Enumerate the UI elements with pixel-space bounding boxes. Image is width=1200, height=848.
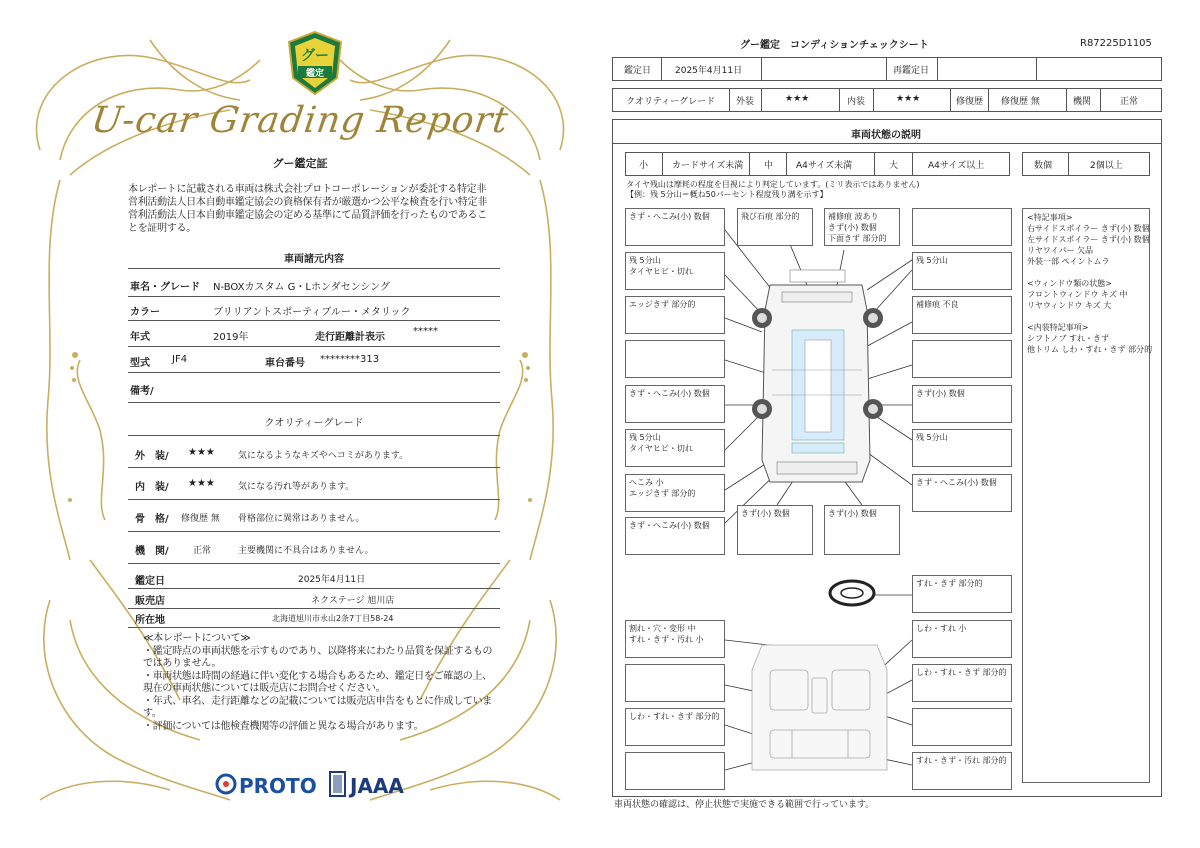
engine-grade: 正常 xyxy=(193,546,212,556)
model-label: 型式 xyxy=(130,358,150,369)
count-desc: 2個以上 xyxy=(1090,161,1123,171)
condition-box: きず・へこみ(小) 数個 xyxy=(912,474,1012,512)
condition-box xyxy=(625,340,725,378)
report-title: U-car Grading Report xyxy=(88,100,512,141)
count-label: 数個 xyxy=(1034,161,1053,171)
condition-box xyxy=(625,664,725,702)
condition-box xyxy=(625,752,725,790)
date-value: 2025年4月11日 xyxy=(675,66,743,76)
condition-box xyxy=(912,708,1012,746)
condition-box: エッジきず 部分的 xyxy=(625,296,725,334)
steering-wheel-icon xyxy=(830,581,874,605)
partner-logos xyxy=(215,767,415,801)
interior-value: ★★★ xyxy=(896,94,921,104)
condition-box: 飛び石痕 部分的 xyxy=(737,208,813,246)
color-label: カラー xyxy=(130,307,160,318)
divider xyxy=(128,435,500,436)
note-item: ・車両状態は時間の経過に伴い変化する場合もあるため、鑑定日をご確認の上、現在の車両状態については販売店にお問合せください。 xyxy=(143,670,492,694)
dealer-label: 販売店 xyxy=(135,596,165,607)
interior-notes-title: <内装特記事項> xyxy=(1027,323,1089,332)
appraisal-date-label: 鑑定日 xyxy=(135,576,165,587)
model-value: JF4 xyxy=(172,354,188,365)
exterior-label: 外 装/ xyxy=(135,451,169,462)
frame-desc: 骨格部位に異常はありません。 xyxy=(238,514,365,524)
note-item: ・年式、車名、走行距離などの記載については販売店申告をもとに作成しています。 xyxy=(143,695,492,719)
special-notes-title: <特記事項> xyxy=(1027,213,1073,222)
tire-note-example: 【例：残 5分山＝概ね50パーセント程度残り溝を示す】 xyxy=(626,190,828,199)
dealer-value: ネクステージ 旭川店 xyxy=(311,596,395,606)
grade-section-title: クオリティーグレード xyxy=(264,418,364,429)
spec-section-title: 車両諸元内容 xyxy=(284,254,344,265)
sheet-code: R87225D1105 xyxy=(1080,38,1152,49)
divider xyxy=(128,608,500,609)
special-note-item: 右サイドスポイラー きず(小) 数個 xyxy=(1027,224,1150,233)
chassis-label: 車台番号 xyxy=(265,358,305,369)
divider xyxy=(128,372,500,373)
size-large-label: 大 xyxy=(889,161,899,171)
divider xyxy=(612,143,1162,144)
explain-title: 車両状態の説明 xyxy=(851,130,921,141)
divider xyxy=(128,467,500,468)
interior-grade: ★★★ xyxy=(188,478,215,489)
notes-title: ≪本レポートについて≫ xyxy=(143,633,251,644)
condition-box: きず(小) 数個 xyxy=(824,505,900,555)
repair-value: 修復歴 無 xyxy=(1001,97,1040,107)
car-name-label: 車名・グレード xyxy=(130,282,200,293)
condition-box: すれ・きず・汚れ 部分的 xyxy=(912,752,1012,790)
size-large-desc: A4サイズ以上 xyxy=(928,161,985,171)
condition-box: 残 5分山 タイヤヒビ・切れ xyxy=(625,252,725,290)
divider xyxy=(128,531,500,532)
condition-box: しわ・すれ・きず 部分的 xyxy=(912,664,1012,702)
condition-box xyxy=(912,208,1012,246)
exterior-value: ★★★ xyxy=(785,94,810,104)
certificate-body: 本レポートに記載される車両は株式会社プロトコーポレーションが委託する特定非営利活動法人日本自動車鑑定協会の資格保有者が厳選かつ公平な検査を行い特定非営利活動法人日本自動車鑑定協会の定める基準にて品質評価を行ったものであることを証明する。 xyxy=(128,184,487,234)
proto-logo-text: PROTO xyxy=(239,774,317,798)
condition-box: きず(小) 数個 xyxy=(912,385,1012,423)
condition-box: すれ・きず 部分的 xyxy=(912,575,1012,613)
engine-desc: 主要機関に不具合はありません。 xyxy=(238,546,374,556)
chassis-value: ********313 xyxy=(320,354,380,365)
exterior-desc: 気になるようなキズやヘコミがあります。 xyxy=(238,451,409,461)
condition-box: きず・へこみ(小) 数個 xyxy=(625,385,725,423)
note-item: ・評価については他検査機関等の評価と異なる場合があります。 xyxy=(143,720,424,732)
divider xyxy=(128,402,500,403)
engine-label: 機関 xyxy=(1073,97,1092,107)
frame-grade: 修復歴 無 xyxy=(181,514,220,524)
special-note-item: 左サイドスポイラー きず(小) 数個 xyxy=(1027,235,1150,244)
tire-rear-right-icon xyxy=(863,399,883,419)
tire-front-left-icon xyxy=(752,308,772,328)
divider xyxy=(128,320,500,321)
proto-logo-icon xyxy=(217,774,317,798)
repair-label: 修復歴 xyxy=(956,97,984,107)
size-small-label: 小 xyxy=(639,161,649,171)
condition-box: 補修痕 波あり きず(小) 数個 下面きず 部分的 xyxy=(824,208,900,246)
engine-label: 機 関/ xyxy=(135,546,169,557)
car-name-value: N-BOXカスタム G・Lホンダセンシング xyxy=(213,282,390,293)
year-value: 2019年 xyxy=(213,332,249,343)
engine-value: 正常 xyxy=(1120,97,1139,107)
size-small-desc: カードサイズ未満 xyxy=(672,161,744,171)
size-mid-label: 中 xyxy=(764,161,774,171)
remarks-label: 備考/ xyxy=(130,386,154,397)
condition-box: しわ・すれ・きず 部分的 xyxy=(625,708,725,746)
exterior-label: 外装 xyxy=(736,97,755,107)
condition-box xyxy=(912,340,1012,378)
note-item: ・鑑定時点の車両状態を示すものであり、以降将来にわたり品質を保証するものではありません。 xyxy=(143,645,493,669)
special-note-item: 外装一部 ペイントムラ xyxy=(1027,257,1110,266)
condition-box: きず・へこみ(小) 数個 xyxy=(625,517,725,555)
frame-label: 骨 格/ xyxy=(135,514,169,525)
condition-box: 残 5分山 xyxy=(912,252,1012,290)
divider xyxy=(128,268,500,269)
condition-box: 割れ・穴・変形 中 すれ・きず・汚れ 小 xyxy=(625,620,725,658)
report-notes xyxy=(143,633,498,733)
condition-box: へこみ 小 エッジきず 部分的 xyxy=(625,474,725,512)
special-note-item: リヤワイパー 欠品 xyxy=(1027,246,1093,255)
redate-label: 再鑑定日 xyxy=(893,66,930,76)
sheet-footer: 車両状態の確認は、停止状態で実施できる範囲で行っています。 xyxy=(614,800,875,810)
year-label: 年式 xyxy=(130,332,150,343)
tire-front-right-icon xyxy=(863,308,883,328)
car-top-view-icon xyxy=(762,270,870,482)
date-label: 鑑定日 xyxy=(624,66,652,76)
jaaa-logo-text: JAAA xyxy=(350,774,404,798)
divider xyxy=(128,346,500,347)
mileage-label: 走行距離計表示 xyxy=(315,332,385,343)
tire-note: タイヤ残山は摩耗の程度を目視により判定しています。(ミリ表示ではありません) xyxy=(626,180,920,189)
interior-label: 内装 xyxy=(847,97,866,107)
condition-box: 残 5分山 xyxy=(912,429,1012,467)
condition-box: きず・へこみ(小) 数個 xyxy=(625,208,725,246)
badge-goo-text: グー xyxy=(301,48,329,64)
condition-box: 残 5分山 タイヤヒビ・切れ xyxy=(625,429,725,467)
divider xyxy=(128,296,500,297)
sheet-title: グー鑑定 コンディションチェックシート xyxy=(740,40,929,51)
mileage-value: ***** xyxy=(413,326,438,337)
interior-desc: 気になる汚れ等があります。 xyxy=(238,482,355,492)
interior-note-item: 他トリム しわ・すれ・きず 部分的 xyxy=(1027,345,1153,354)
certificate-title: グー鑑定証 xyxy=(272,157,328,170)
car-interior-view-icon xyxy=(752,645,887,770)
special-notes-panel xyxy=(1022,208,1153,783)
interior-note-item: シフトノブ すれ・きず xyxy=(1027,334,1110,343)
color-value: ブリリアントスポーティブルー・メタリック xyxy=(213,307,411,318)
condition-box: きず(小) 数個 xyxy=(737,505,813,555)
appraisal-date-value: 2025年4月11日 xyxy=(298,575,366,585)
divider xyxy=(128,588,500,589)
window-note-item: フロントウィンドウ キズ 中 xyxy=(1027,290,1128,299)
divider xyxy=(128,627,500,628)
size-mid-desc: A4サイズ未満 xyxy=(796,161,853,171)
condition-box: しわ・すれ 小 xyxy=(912,620,1012,658)
quality-grade-label: クオリティーグレード xyxy=(626,97,716,107)
divider xyxy=(128,563,500,564)
condition-box: 補修痕 不良 xyxy=(912,296,1012,334)
window-notes-title: <ウィンドウ類の状態> xyxy=(1027,279,1112,288)
goo-appraisal-badge-icon xyxy=(287,30,343,96)
interior-label: 内 装/ xyxy=(135,482,169,493)
window-note-item: リヤウィンドウ キズ 大 xyxy=(1027,301,1112,310)
address-label: 所在地 xyxy=(135,615,165,626)
jaaa-logo-icon xyxy=(330,772,404,798)
divider xyxy=(128,499,500,500)
address-value: 北海道旭川市永山2条7丁目58-24 xyxy=(272,614,394,623)
tire-rear-left-icon xyxy=(752,399,772,419)
exterior-grade: ★★★ xyxy=(188,447,215,458)
badge-label-text: 鑑定 xyxy=(305,69,325,79)
